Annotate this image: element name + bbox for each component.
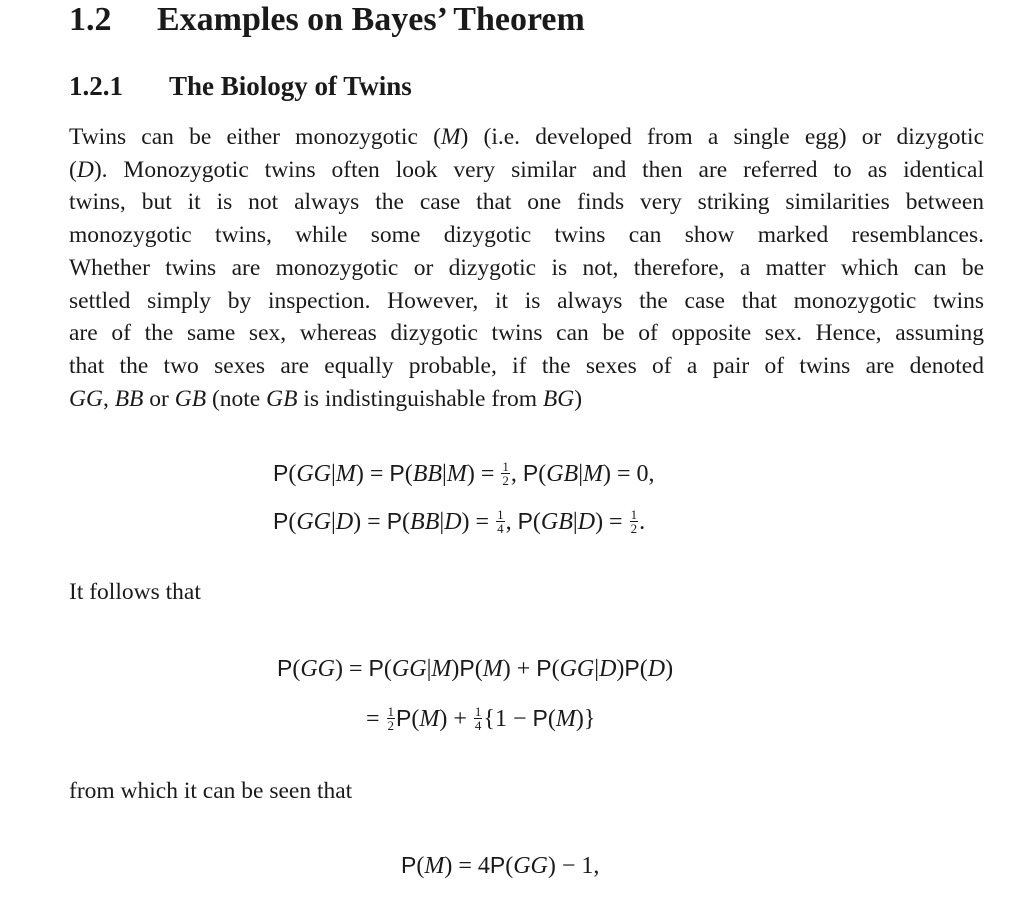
paragraph-line: (D). Monozygotic twins often look very similar and then are referred to as identical [69,156,984,183]
paragraph-line: twins, but it is not always the case that one finds very striking similarities between [69,189,984,216]
equation-total-probability: P(GG) = P(GG|M)P(M) + P(GG|D)P(D) [277,655,674,682]
paragraph-it-follows: It follows that [69,579,201,605]
paragraph-line: Twins can be either monozygotic (M) (i.e. developed from a single egg) or dizygotic [69,124,985,150]
equation-monozygotic: P(GG|M) = P(BB|M) = $\frac{1}{2}$ , P(GB|M) = 0, [273,458,655,488]
section-number: 1.2 [69,1,112,38]
subsection-heading [69,69,412,103]
paragraph-intro [69,121,984,415]
section-heading [69,0,585,40]
paragraph-from-which: from which it can be seen that [69,778,353,804]
paragraph-line: settled simply by inspection. However, it is always the case that monozygotic twins [69,287,984,314]
subsection-title: The Biology of Twins [169,71,412,101]
equation-result: P(M) = 4P(GG) − 1, [401,852,600,879]
paragraph-line: Whether twins are monozygotic or dizygotic is not, therefore, a matter which can be [69,254,984,281]
paragraph-line: monozygotic twins, while some dizygotic twins can show marked resemblances. [69,222,984,249]
paragraph-line: GG, BB or GB (note GB is indistinguishable from BG) [69,385,583,412]
section-title: Examples on Bayes’ Theorem [157,1,585,38]
subsection-number: 1.2.1 [69,71,123,101]
paragraph-line: are of the same sex, whereas dizygotic twins can be of opposite sex. Hence, assuming [69,320,984,347]
paragraph-line: that the two sexes are equally probable, if the sexes of a pair of twins are denoted [69,352,984,379]
equation-dizygotic: P(GG|D) = P(BB|D) = $\frac{1}{4}$ , P(GB|D) = $\frac{1}{2}$ . [273,506,646,536]
equation-total-probability-expanded: = $\frac{1}{2}$ P(M) + $\frac{1}{4}$ {1 − P(M)} [366,703,596,733]
